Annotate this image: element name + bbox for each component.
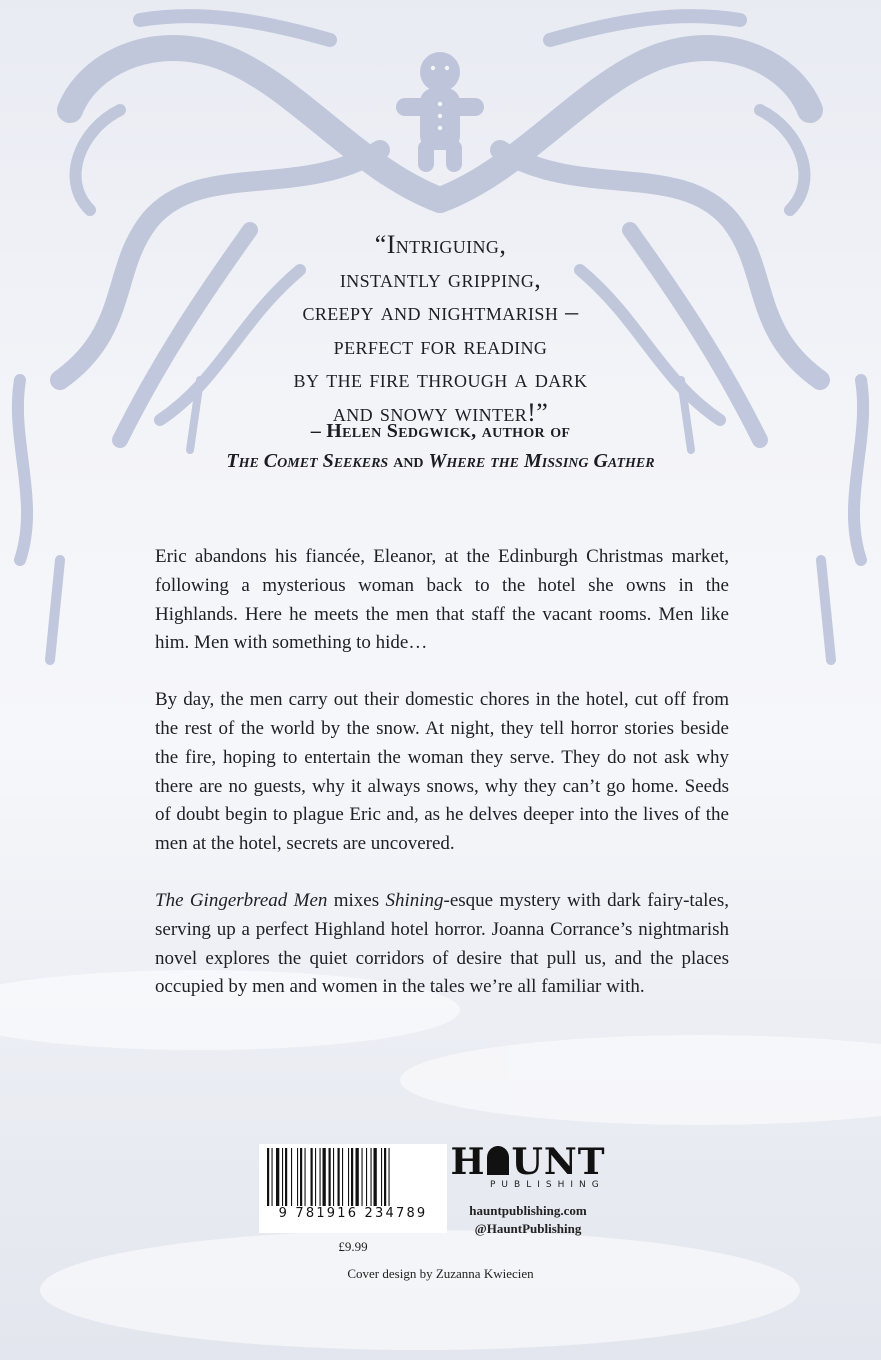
quote-line: instantly gripping, (339, 263, 542, 293)
book-title: Where the Missing Gather (428, 450, 655, 472)
quote-line: creepy and nightmarish – (302, 297, 579, 326)
logo-letters: UNT (511, 1141, 606, 1183)
quote-line: by the fire through a dark (293, 364, 588, 393)
blurb-paragraph: By day, the men carry out their domestic chores in the hotel, cut off from the rest of the world by the snow. At night, they tell horror stories beside the fire, hoping to entertain the woman they serve. They do not ask why there are no guests, why it always snows, why they can’t go home. Seeds of doubt begin to plague Eric and, as he delves deeper into the lives of the men at the hotel, secrets are uncovered. (155, 689, 729, 855)
book-title: The Comet Seekers (226, 450, 389, 472)
book-title: The Gingerbread Men (155, 889, 328, 911)
attribution-author: – Helen Sedgwick, author of (310, 420, 571, 442)
quote-line: “Intriguing, (374, 230, 507, 259)
price: £9.99 (338, 1239, 368, 1254)
conjunction: and (388, 450, 429, 472)
publisher-handle: @HauntPublishing (474, 1221, 582, 1236)
publisher-logo (450, 1142, 606, 1190)
publisher-website: hauntpublishing.com (469, 1203, 587, 1218)
blurb (155, 543, 729, 1030)
attribution-books (0, 446, 881, 476)
quote-attribution (0, 416, 881, 476)
isbn-number: 9 781916 234789 (278, 1206, 428, 1221)
blurb-paragraph: Eric abandons his fiancée, Eleanor, at the Edinburgh Christmas market, following a mysterious woman back to the hotel she owns in the Highlands. Here he meets the men that staff the vacant rooms. Men like him. Men with something to hide… (155, 546, 729, 654)
endorsement-quote (0, 228, 881, 429)
logo-subtitle: PUBLISHING (490, 1180, 605, 1190)
blurb-text: mixes (327, 889, 386, 911)
logo-wordmark (450, 1142, 606, 1182)
cover-credit: Cover design by Zuzanna Kwiecien (347, 1266, 534, 1281)
quote-line: perfect for reading (333, 330, 548, 360)
quote-line: and snowy winter!” (332, 397, 549, 427)
tombstone-icon (485, 1145, 511, 1175)
blurb-paragraph (155, 887, 729, 1002)
barcode-bars (265, 1148, 441, 1206)
blurb-text: -esque mystery with dark fairy-tales, serving up a perfect Highland hotel horror. Joanna Corrance’s nightmarish novel explores the quiet corridors of desire that pull us, and the places occupied by men and women in the tales we’re all familiar with. (155, 889, 729, 998)
logo-letter: H (450, 1141, 486, 1183)
barcode (259, 1144, 447, 1233)
film-reference: Shining (385, 889, 444, 911)
